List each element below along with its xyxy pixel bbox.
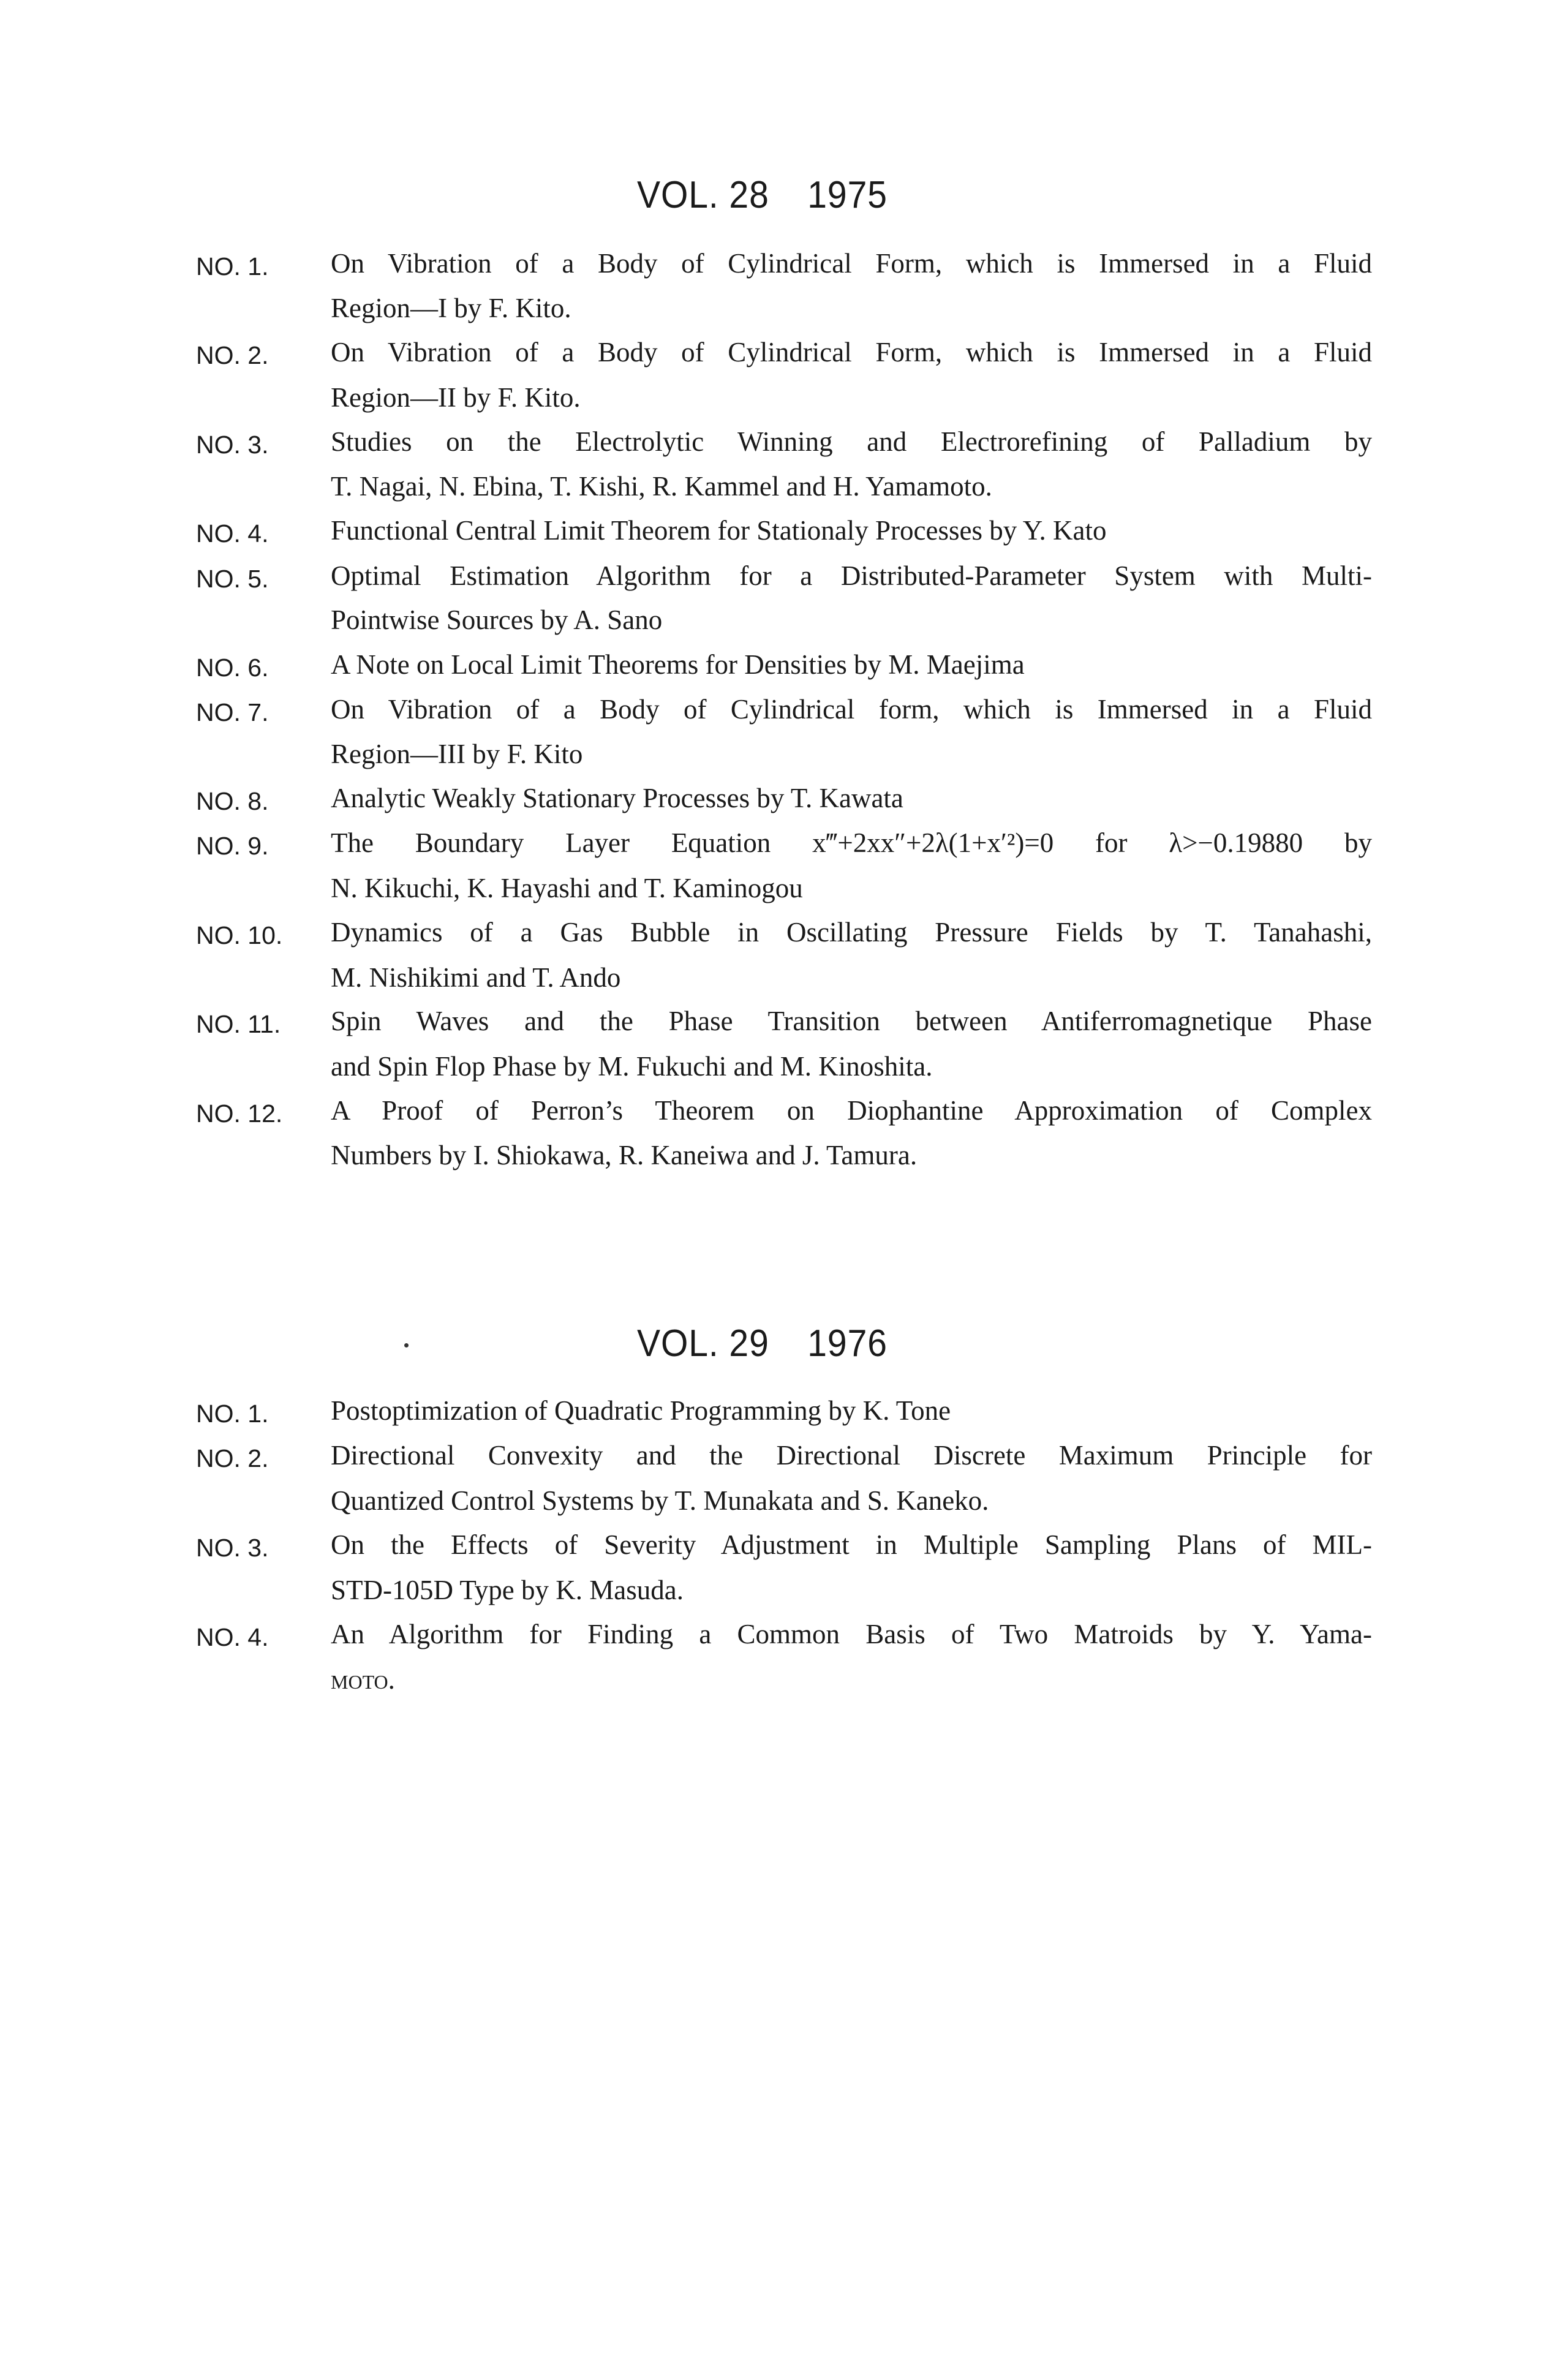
entry-number: NO. 7.	[196, 698, 269, 726]
entry-number: NO. 8.	[196, 787, 269, 815]
entry-title-line: Region—I by F. Kito.	[331, 293, 571, 323]
entry-title-line: On the Effects of Severity Adjustment in Multiple Sampling Plans of MIL-	[331, 1529, 1372, 1560]
entry-title-line: Quantized Control Systems by T. Munakata and S. Kaneko.	[331, 1485, 989, 1516]
entry-number: NO. 3.	[196, 1534, 269, 1562]
entry-title-line: Region—III by F. Kito	[331, 739, 583, 769]
entry-number: NO. 12.	[196, 1099, 283, 1128]
entry-number: NO. 5.	[196, 565, 269, 593]
entry-title-line: moto.	[331, 1664, 395, 1695]
entry-number: NO. 11.	[196, 1010, 281, 1038]
entry-title-line: Pointwise Sources by A. Sano	[331, 605, 663, 635]
print-dot	[404, 1343, 409, 1347]
volume-28-label: VOL. 28	[637, 174, 769, 216]
entry-number: NO. 4.	[196, 519, 269, 548]
entry-number: NO. 6.	[196, 654, 269, 682]
entry-number: NO. 2.	[196, 1444, 269, 1472]
entry-title-line: Numbers by I. Shiokawa, R. Kaneiwa and J. Tamura.	[331, 1140, 918, 1170]
entry-number: NO. 3.	[196, 431, 269, 459]
entry-title-line: N. Kikuchi, K. Hayashi and T. Kaminogou	[331, 873, 803, 903]
volume-28-heading	[637, 173, 888, 217]
entry-title-line: Directional Convexity and the Directional Discrete Maximum Principle for	[331, 1440, 1372, 1471]
entry-title-line: M. Nishikimi and T. Ando	[331, 962, 621, 993]
entry-title-line: A Proof of Perron’s Theorem on Diophantine Approximation of Complex	[331, 1095, 1372, 1126]
volume-29-heading	[637, 1322, 888, 1365]
entry-number: NO. 2.	[196, 341, 269, 369]
entry-title-line: Analytic Weakly Stationary Processes by T. Kawata	[331, 783, 903, 813]
volume-28-year: 1975	[807, 174, 888, 216]
entry-title-line: Postoptimization of Quadratic Programming by K. Tone	[331, 1395, 951, 1426]
entry-number: NO. 4.	[196, 1623, 269, 1651]
entry-title-line: Spin Waves and the Phase Transition between Antiferromagnetique Phase	[331, 1006, 1372, 1036]
entry-title-line: On Vibration of a Body of Cylindrical form, which is Immersed in a Fluid	[331, 694, 1372, 725]
entry-title-line: STD-105D Type by K. Masuda.	[331, 1575, 684, 1605]
entry-title-line: Optimal Estimation Algorithm for a Distributed-Parameter System with Multi-	[331, 560, 1372, 591]
entry-title-line: A Note on Local Limit Theorems for Densities by M. Maejima	[331, 649, 1025, 680]
volume-29-year: 1976	[807, 1322, 888, 1365]
volume-29-label: VOL. 29	[637, 1322, 769, 1365]
entry-number: NO. 10.	[196, 921, 283, 949]
entry-title-line: On Vibration of a Body of Cylindrical Form, which is Immersed in a Fluid	[331, 337, 1372, 367]
entry-title-line: and Spin Flop Phase by M. Fukuchi and M. Kinoshita.	[331, 1051, 933, 1082]
entry-title-line: Studies on the Electrolytic Winning and Electrorefining of Palladium by	[331, 426, 1372, 457]
entry-number: NO. 1.	[196, 1400, 269, 1428]
entry-number: NO. 9.	[196, 832, 269, 860]
entry-title-line: Functional Central Limit Theorem for Stationaly Processes by Y. Kato	[331, 515, 1107, 546]
entry-title-line: Dynamics of a Gas Bubble in Oscillating Pressure Fields by T. Tanahashi,	[331, 917, 1372, 948]
entry-title-line: T. Nagai, N. Ebina, T. Kishi, R. Kammel and H. Yamamoto.	[331, 471, 992, 502]
entry-title-line: An Algorithm for Finding a Common Basis of Two Matroids by Y. Yama-	[331, 1619, 1372, 1649]
entry-title-line: On Vibration of a Body of Cylindrical Form, which is Immersed in a Fluid	[331, 248, 1372, 279]
entry-number: NO. 1.	[196, 252, 269, 281]
entry-title-line: The Boundary Layer Equation x‴+2xx″+2λ(1+x′²)=0 for λ>−0.19880 by	[331, 827, 1372, 858]
entry-title-line: Region—II by F. Kito.	[331, 382, 581, 413]
